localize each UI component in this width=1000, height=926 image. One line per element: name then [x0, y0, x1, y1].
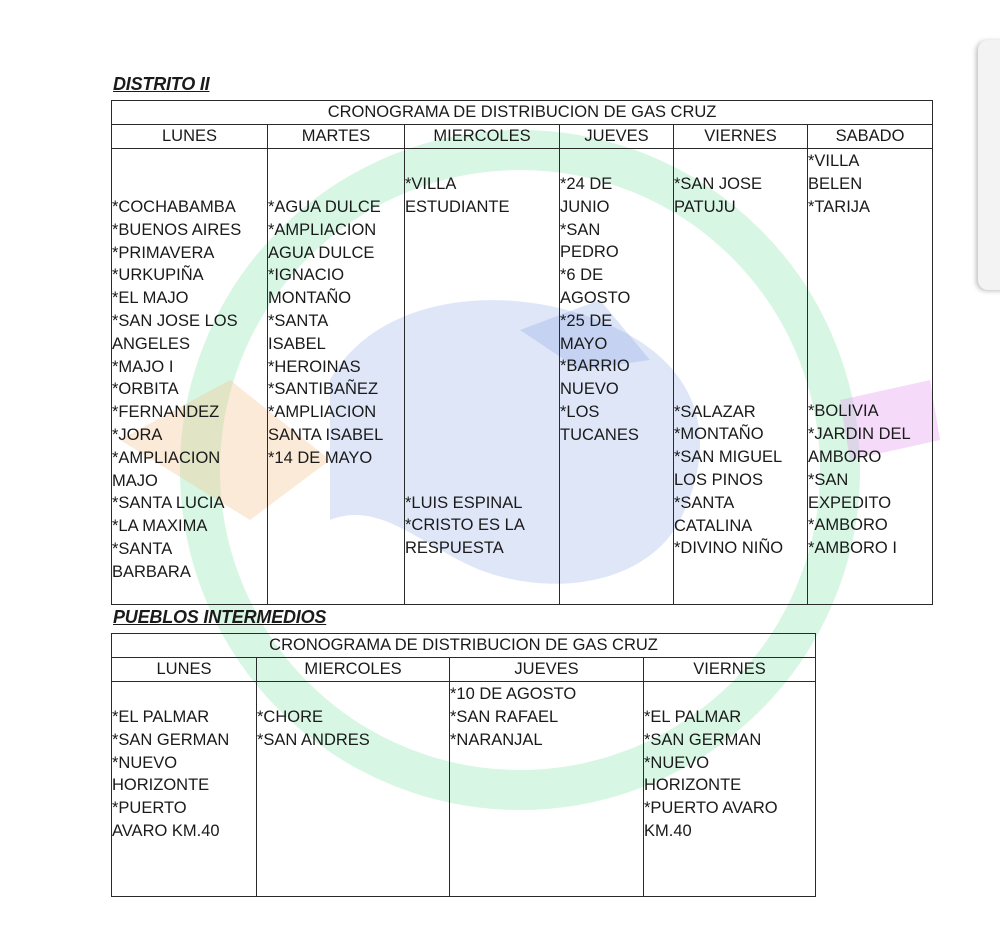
list-item: *EL PALMAR	[644, 708, 742, 726]
list-item: *25 DE	[560, 311, 613, 330]
list-item: *PUERTO AVARO	[644, 799, 778, 818]
cell-miercoles	[405, 149, 560, 605]
list-item: *CHORE	[257, 708, 324, 726]
list-item: *24 DE	[560, 175, 613, 193]
edge-card	[978, 40, 1000, 290]
list-item: *AMBORO	[808, 516, 888, 535]
list-item: *SAN GERMAN	[112, 730, 230, 749]
cell-lunes	[112, 682, 257, 897]
list-item: AGUA DULCE	[268, 243, 375, 262]
list-item: *6 DE	[560, 266, 604, 285]
list-item: *SAN	[808, 470, 849, 489]
day-header-martes: MARTES	[268, 125, 405, 149]
list-item: BELEN	[808, 174, 863, 193]
list-item: ESTUDIANTE	[405, 197, 510, 216]
list-item: *NUEVO	[644, 753, 710, 772]
list-item: NUEVO	[560, 380, 619, 399]
list-item: PEDRO	[560, 243, 619, 262]
list-item: HORIZONTE	[112, 776, 210, 795]
list-item: *SANTA	[674, 493, 735, 512]
list-item: *JARDIN DEL	[808, 425, 911, 444]
list-item: *EL MAJO	[112, 289, 189, 308]
list-item: *SAN ANDRES	[257, 730, 370, 749]
list-item: *10 DE AGOSTO	[450, 685, 577, 703]
distrito-table-title: CRONOGRAMA DE DISTRIBUCION DE GAS CRUZ	[112, 101, 933, 125]
day-header-sabado: SABADO	[808, 125, 933, 149]
list-item: *NARANJAL	[450, 730, 543, 749]
list-item: *COCHABAMBA	[112, 198, 236, 216]
day-header-jueves: JUEVES	[450, 658, 644, 682]
day-header-viernes: VIERNES	[644, 658, 816, 682]
day-header-lunes: LUNES	[112, 125, 268, 149]
cell-jueves	[560, 149, 674, 605]
list-item: AMBORO	[808, 447, 882, 466]
cell-viernes	[644, 682, 816, 897]
list-item: *AMPLIACION	[268, 220, 377, 239]
list-item: *VILLA	[808, 152, 860, 170]
list-item: *HEROINAS	[268, 357, 361, 376]
cell-jueves	[450, 682, 644, 897]
list-item: JUNIO	[560, 197, 610, 216]
list-item: LOS PINOS	[674, 470, 763, 489]
list-item: *ORBITA	[112, 380, 179, 399]
pueblos-schedule-table	[111, 633, 816, 897]
list-item: *AMBORO I	[808, 539, 897, 558]
list-item: *SAN JOSE	[674, 175, 763, 193]
pueblos-table-title: CRONOGRAMA DE DISTRIBUCION DE GAS CRUZ	[112, 634, 816, 658]
day-header-lunes: LUNES	[112, 658, 257, 682]
distrito-schedule-table	[111, 100, 933, 605]
list-item: *SANTA LUCIA	[112, 494, 225, 513]
list-item: *SALAZAR	[674, 402, 756, 421]
list-item: *EL PALMAR	[112, 708, 210, 726]
list-item: *AGUA DULCE	[268, 198, 381, 216]
pueblos-heading: PUEBLOS INTERMEDIOS	[113, 607, 327, 627]
list-item: TUCANES	[560, 425, 639, 444]
list-item: *MAJO I	[112, 357, 174, 376]
cell-martes	[268, 149, 405, 605]
cell-viernes	[674, 149, 808, 605]
list-item: *SAN RAFAEL	[450, 707, 559, 726]
day-header-miercoles: MIERCOLES	[257, 658, 450, 682]
list-item: *LUIS ESPINAL	[405, 493, 523, 512]
list-item: *FERNANDEZ	[112, 403, 220, 422]
list-item: *14 DE MAYO	[268, 448, 373, 467]
list-item: *TARIJA	[808, 197, 871, 216]
list-item: *LOS	[560, 402, 600, 421]
distrito-heading: DISTRITO II	[113, 74, 210, 94]
list-item: AVARO KM.40	[112, 821, 220, 840]
list-item: BARBARA	[112, 562, 191, 581]
list-item: ANGELES	[112, 334, 190, 353]
day-header-viernes: VIERNES	[674, 125, 808, 149]
list-item: *AMPLIACION	[112, 448, 221, 467]
list-item: PATUJU	[674, 197, 736, 216]
list-item: CATALINA	[674, 516, 753, 535]
list-item: *SAN MIGUEL	[674, 448, 783, 467]
list-item: RESPUESTA	[405, 539, 504, 558]
list-item: *LA MAXIMA	[112, 517, 208, 536]
list-item: *VILLA	[405, 175, 457, 193]
list-item: *BUENOS AIRES	[112, 220, 242, 239]
list-item: SANTA ISABEL	[268, 425, 384, 444]
list-item: KM.40	[644, 821, 692, 840]
list-item: *BOLIVIA	[808, 402, 879, 421]
list-item: *SANTIBAÑEZ	[268, 380, 379, 399]
list-item: *CRISTO ES LA	[405, 516, 525, 535]
cell-lunes	[112, 149, 268, 605]
list-item: *URKUPIÑA	[112, 266, 204, 285]
list-item: *SAN GERMAN	[644, 730, 762, 749]
list-item: HORIZONTE	[644, 776, 742, 795]
list-item: ISABEL	[268, 334, 326, 353]
list-item: *PRIMAVERA	[112, 243, 215, 262]
list-item: *BARRIO	[560, 357, 630, 376]
list-item: *SAN JOSE LOS	[112, 311, 238, 330]
list-item: *IGNACIO	[268, 266, 345, 285]
list-item: *SANTA	[112, 539, 173, 558]
cell-sabado	[808, 149, 933, 605]
list-item: EXPEDITO	[808, 493, 892, 512]
cell-miercoles	[257, 682, 450, 897]
list-item: MONTAÑO	[268, 289, 352, 308]
list-item: *AMPLIACION	[268, 403, 377, 422]
list-item: *DIVINO NIÑO	[674, 539, 784, 558]
list-item: MAJO	[112, 471, 158, 490]
day-header-jueves: JUEVES	[560, 125, 674, 149]
day-header-miercoles: MIERCOLES	[405, 125, 560, 149]
list-item: *NUEVO	[112, 753, 178, 772]
list-item: MAYO	[560, 334, 608, 353]
list-item: *MONTAÑO	[674, 425, 764, 444]
list-item: *SAN	[560, 220, 601, 239]
list-item: *JORA	[112, 425, 163, 444]
list-item: *PUERTO	[112, 799, 187, 818]
list-item: AGOSTO	[560, 288, 631, 307]
list-item: *SANTA	[268, 311, 329, 330]
